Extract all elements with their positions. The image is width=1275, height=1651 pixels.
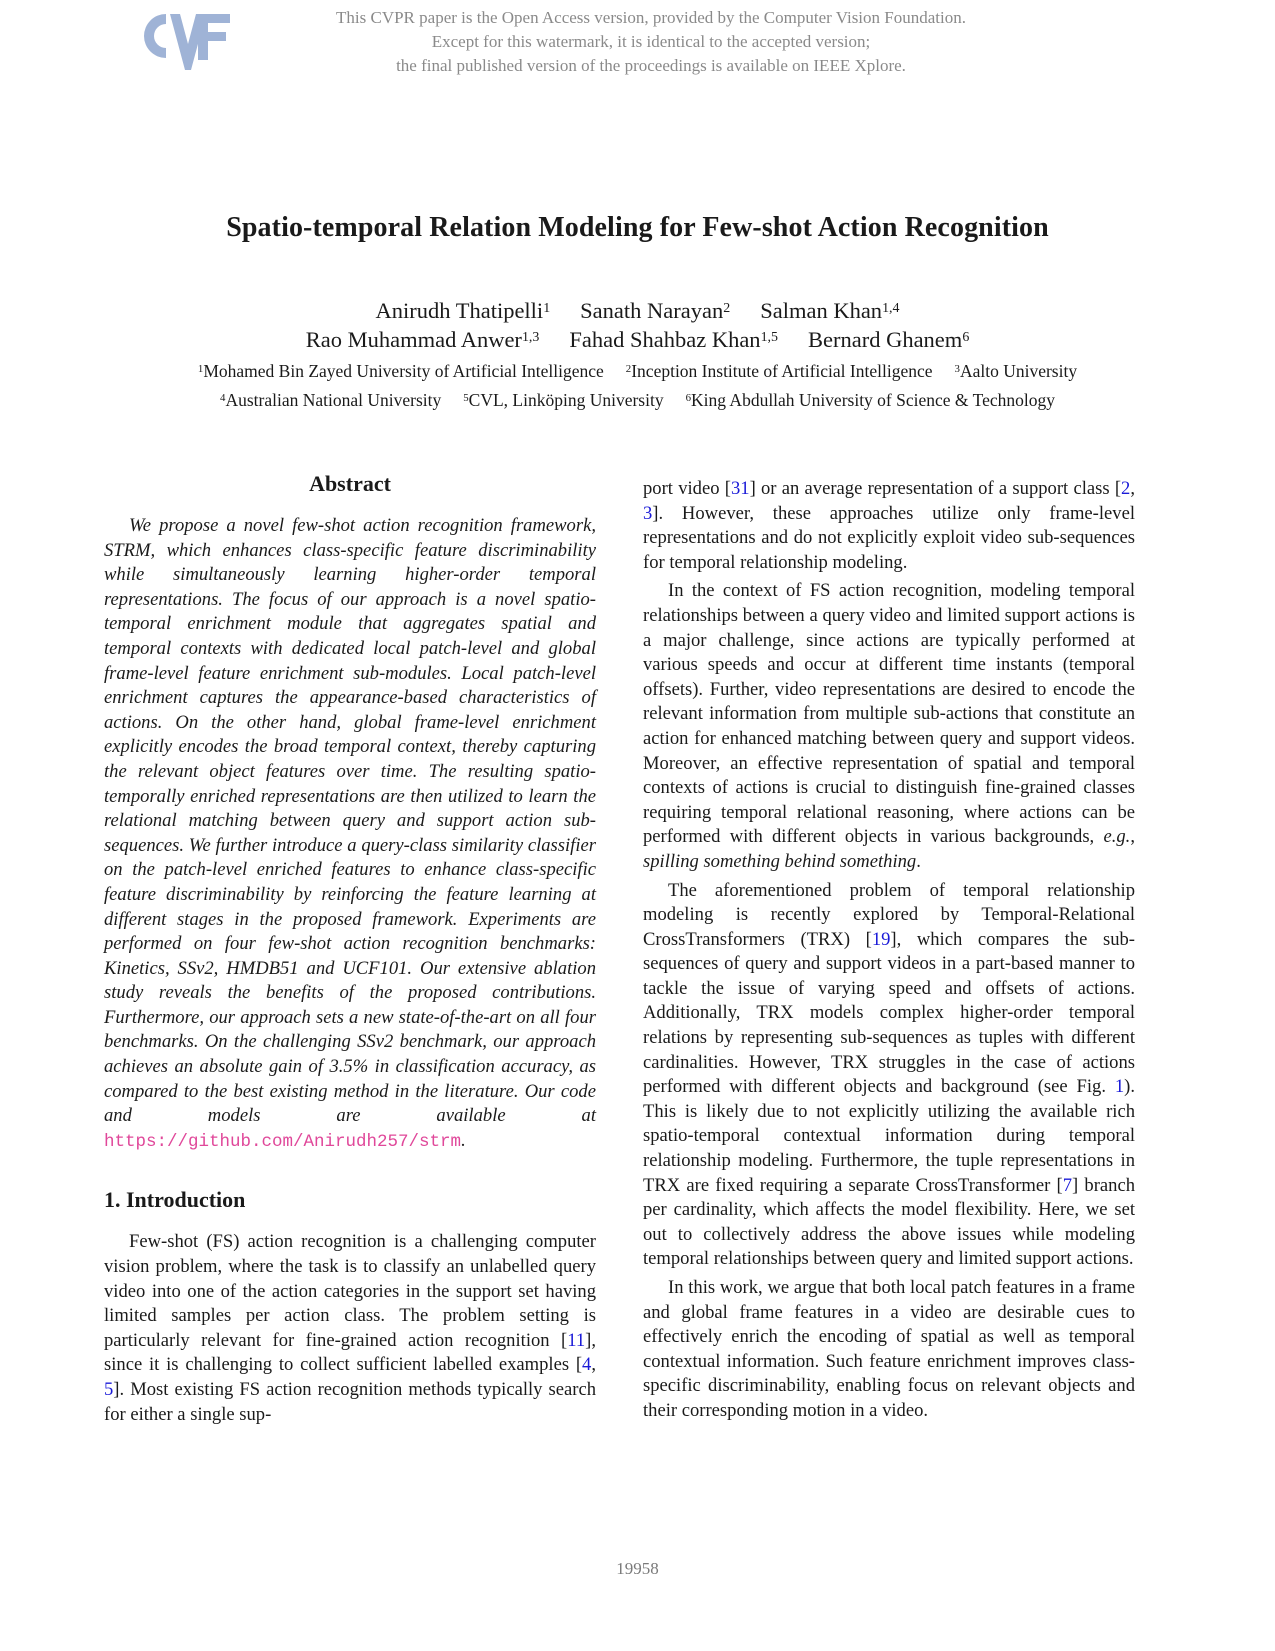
intro-paragraph-continued: port video [31] or an average representation of a support class [2, 3]. However, these approaches utilize only frame-level representations and do not explicitly exploit video sub-sequences for temporal relationship modeling. xyxy=(643,478,1135,573)
intro-paragraph: The aforementioned problem of temporal relationship modeling is recently explored by Temporal-Relational CrossTransformers (TRX) [19], which compares the sub-sequences of query and support videos in a part-based manner to tackle the issue of varying speed and offsets of actions. Additionally, TRX models complex higher-order temporal relations by representing sub-sequences as tuples with different cardinalities. However, TRX struggles in the case of actions performed with different objects and background (see Fig. 1). This is likely due to not explicitly utilizing the available rich spatio-temporal contextual information during temporal relationship modeling. Furthermore, the tuple representations in TRX are fixed requiring a separate CrossTransformer [7] branch per cardinality, which affects the model flexibility. Here, we set out to collectively address the above issues while modeling temporal relationships between query and limited support actions. xyxy=(643,879,1136,1270)
affiliation: $^6$King Abdullah University of Science & Technology xyxy=(685,390,1055,410)
watermark-line: the final published version of the proceedings is available on IEEE Xplore. xyxy=(396,56,906,75)
affiliation: $^4$Australian National University xyxy=(220,390,442,410)
affiliation-line xyxy=(0,361,1275,382)
citation-link[interactable]: 19 xyxy=(871,928,891,950)
citation-link[interactable]: 31 xyxy=(730,478,750,499)
citation-link[interactable]: 11 xyxy=(567,1329,586,1351)
watermark-line: This CVPR paper is the Open Access version, provided by the Computer Vision Foundation. xyxy=(336,8,966,27)
affiliation: $^5$CVL, Linköping University xyxy=(463,390,664,410)
author-name: Rao Muhammad Anwer$^{1,3}$ xyxy=(305,327,540,352)
cvf-logo xyxy=(136,8,232,74)
intro-paragraph: In the context of FS action recognition, modeling temporal relationships between a query video and limited support actions is a major challenge, since actions are typically performed at various speeds and occur at different time instants (temporal offsets). Further, video representations are desired to encode the relevant information from multiple sub-actions that constitute an action for enhanced matching between query and support videos. Moreover, an effective representation of spatial and temporal contexts of actions is crucial to distinguish fine-grained classes requiring temporal relational reasoning, where actions can be performed with different objects in various backgrounds, e.g., spilling something behind something. xyxy=(643,580,1135,872)
author-name: Bernard Ghanem$^6$ xyxy=(807,327,970,352)
code-link[interactable]: https://github.com/Anirudh257/strm xyxy=(104,1131,462,1152)
author-name: Fahad Shahbaz Khan$^{1,5}$ xyxy=(569,327,778,352)
author-line xyxy=(0,298,1275,324)
introduction-heading: 1. Introduction xyxy=(104,1187,246,1213)
author-line xyxy=(0,327,1275,353)
right-column xyxy=(643,477,1135,1428)
watermark-notice xyxy=(290,6,1012,78)
intro-paragraph: In this work, we argue that both local patch features in a frame and global frame features in a video are desirable cues to effectively enrich the encoding of spatial as well as temporal contextual information. Such feature enrichment improves class-specific discriminability, enabling focus on relevant objects and their corresponding motion in a video. xyxy=(643,1277,1135,1421)
affiliation: $^1$Mohamed Bin Zayed University of Artificial Intelligence xyxy=(197,361,604,381)
affiliation: $^3$Aalto University xyxy=(954,361,1078,381)
citation-link[interactable]: 5 xyxy=(104,1379,114,1400)
intro-paragraph: Few-shot (FS) action recognition is a challenging computer vision problem, where the task is to classify an unlabelled query video into one of the action categories in the support set having limited samples per action class. The problem setting is particularly relevant for fine-grained action recognition [11], since it is challenging to collect sufficient labelled examples [4, 5]. Most existing FS action recognition methods typically search for either a single sup- xyxy=(104,1231,596,1425)
abstract-body: We propose a novel few-shot action recognition framework, STRM, which enhances class-specific feature discriminability while simultaneously learning higher-order temporal representations. The focus of our approach is a novel spatio-temporal enrichment module that aggregates spatial and temporal contexts with dedicated local patch-level and global frame-level feature enrichment sub-modules. Local patch-level enrichment captures the appearance-based characteristics of actions. On the other hand, global frame-level enrichment explicitly encodes the broad temporal context, thereby capturing the relevant object features over time. The resulting spatio-temporally enriched representations are then utilized to learn the relational matching between query and support action sub-sequences. We further introduce a query-class similarity classifier on the patch-level enriched features to enhance class-specific feature discriminability by reinforcing the feature learning at different stages in the proposed framework. Experiments are performed on four few-shot action recognition benchmarks: Kinetics, SSv2, HMDB51 and UCF101. Our extensive ablation study reveals the benefits of the proposed contributions. Furthermore, our approach sets a new state-of-the-art on all four benchmarks. On the challenging SSv2 benchmark, our approach achieves an absolute gain of 3.5% in classification accuracy, as compared to the best existing method in the literature. Our code and models are available at https://github.com/Anirudh257/strm. xyxy=(104,515,596,1152)
figure-reference-link[interactable]: 1 xyxy=(1114,1076,1125,1098)
author-name: Anirudh Thatipelli$^1$ xyxy=(375,298,551,323)
citation-link[interactable]: 3 xyxy=(643,502,653,524)
affiliation-line xyxy=(0,390,1275,411)
affiliation: $^2$Inception Institute of Artificial Intelligence xyxy=(625,361,933,381)
author-name: Sanath Narayan$^2$ xyxy=(580,298,731,323)
page-number: 19958 xyxy=(616,1559,659,1578)
citation-link[interactable]: 2 xyxy=(1121,478,1131,499)
left-column xyxy=(104,470,596,1431)
author-name: Salman Khan$^{1,4}$ xyxy=(760,298,900,323)
abstract-heading: Abstract xyxy=(309,471,391,496)
citation-link[interactable]: 7 xyxy=(1062,1174,1072,1196)
citation-link[interactable]: 4 xyxy=(582,1354,592,1376)
paper-title: Spatio-temporal Relation Modeling for Few-shot Action Recognition xyxy=(226,212,1049,243)
watermark-line: Except for this watermark, it is identical to the accepted version; xyxy=(431,32,871,51)
